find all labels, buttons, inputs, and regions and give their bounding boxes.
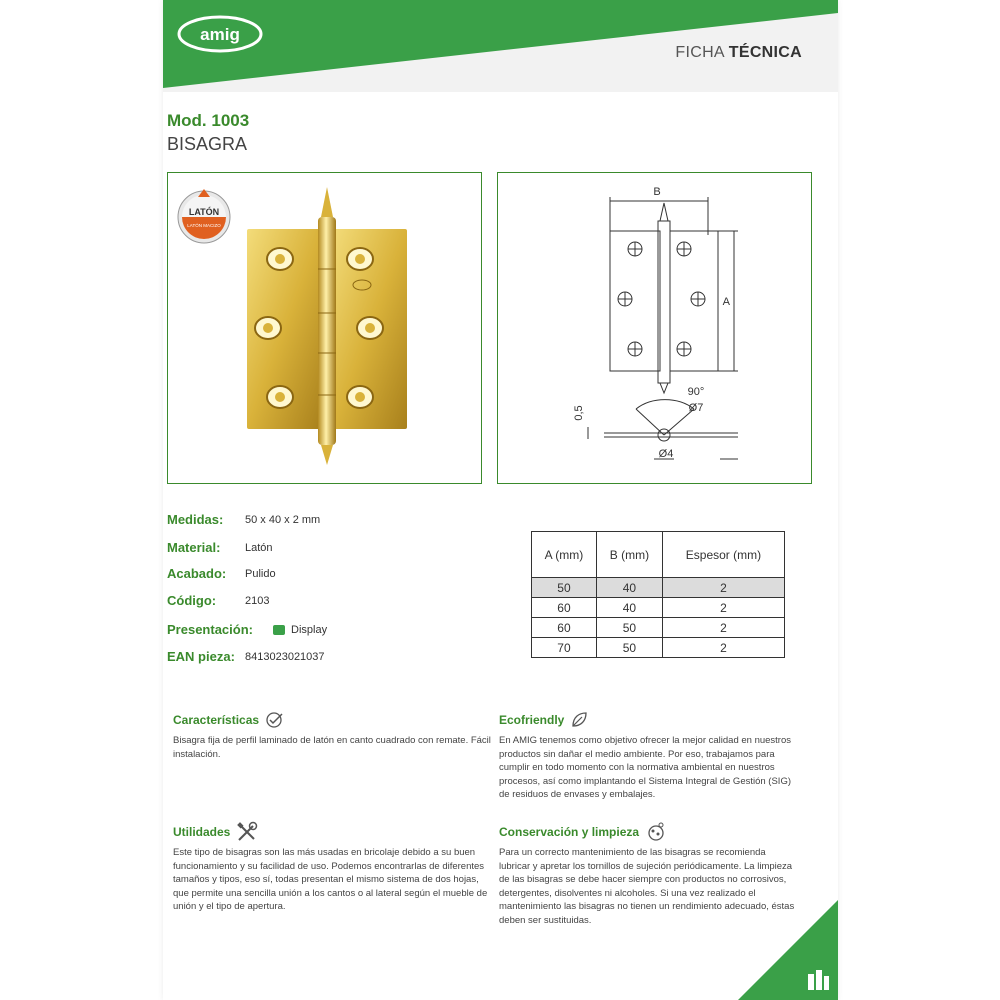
table-row: 50 40 2	[532, 578, 785, 598]
section-body: En AMIG tenemos como objetivo ofrecer la mejor calidad en nuestros productos sin dañar el medio ambiente. Por eso, trabajamos para cumplir en todo momento con la normativa ambiental en nuestros procesos, así como implantando el Sistema Integral de Gestión (SIG) de residuos de envases y embalajes.	[499, 735, 792, 800]
display-text: Display	[291, 624, 328, 636]
section-ecofriendly	[499, 710, 799, 802]
table-row: 60 40 2	[532, 598, 785, 618]
leaf-icon	[570, 711, 588, 729]
col-header-espesor: Espesor (mm)	[662, 532, 784, 578]
spec-label: Material:	[167, 540, 221, 555]
svg-text:LATÓN MACIZO: LATÓN MACIZO	[187, 223, 221, 228]
spec-label: EAN pieza:	[167, 649, 235, 664]
spec-row-ean	[167, 649, 467, 671]
amig-logo	[175, 12, 265, 56]
spec-row-medidas	[167, 512, 467, 534]
table-row: 70 50 2	[532, 638, 785, 658]
spec-value: 50 x 40 x 2 mm	[245, 514, 321, 526]
product-name: BISAGRA	[167, 134, 248, 154]
spec-label: Código:	[167, 593, 217, 608]
table-header-row	[532, 532, 785, 578]
spec-value	[273, 624, 327, 636]
spec-label: Presentación:	[167, 622, 253, 637]
spec-label: Acabado:	[167, 566, 227, 581]
section-body: Este tipo de bisagras son las más usadas en bricolaje debido a su buen funcionamiento y su facilidad de uso. Podemos encontrarlas de diferentes tamaños y tipos, eso sí, todas presentan el mismo sistema de dos hojas, que permite una sencilla unión a los cantos o al lateral según el mueble de unión y el tipo de apertura.	[173, 847, 488, 912]
svg-text:amig: amig	[200, 25, 240, 44]
spec-value: Latón	[245, 542, 273, 554]
check-badge-icon	[265, 711, 285, 729]
model-number: Mod. 1003	[167, 111, 250, 130]
corner-decoration	[738, 900, 838, 1000]
spec-value: 8413023021037	[245, 651, 325, 663]
col-header-a: A (mm)	[532, 532, 597, 578]
product-photo-panel	[167, 172, 482, 484]
spec-row-presentacion	[167, 622, 467, 644]
section-body: Para un correcto mantenimiento de las bisagras se recomienda lubricar y apretar los tornillos de sujeción periódicamente. La limpieza de las bisagras se debe hacer siempre con productos no corrosivos, detergentes, disolventes ni alcoholes. Si una vez realizado el mantenimiento las bisagras no tienen un rendimiento adecuado, éstas deben ser sustituidas.	[499, 847, 795, 926]
col-header-b: B (mm)	[596, 532, 662, 578]
spec-label: Medidas:	[167, 512, 224, 527]
cleaning-icon	[645, 821, 667, 843]
laton-badge	[178, 189, 230, 243]
spec-row-acabado	[167, 566, 467, 588]
label-a: A	[722, 296, 730, 308]
section-body: Bisagra fija de perfil laminado de latón en canto cuadrado con remate. Fácil instalación.	[173, 735, 491, 760]
label-angle: 90°	[687, 386, 705, 398]
tools-icon	[236, 821, 258, 843]
section-utilidades	[173, 822, 493, 914]
section-title: Características	[173, 710, 493, 730]
label-thickness: 0,5	[573, 405, 585, 421]
hinge-photo	[168, 173, 481, 483]
dimensions-table	[531, 531, 785, 658]
label-d7: Ø7	[688, 402, 704, 414]
spec-value: Pulido	[245, 568, 276, 580]
ficha-prefix: FICHA	[675, 44, 725, 61]
document-type-title	[675, 44, 802, 62]
technical-drawing-panel	[497, 172, 812, 484]
svg-text:LATÓN: LATÓN	[188, 207, 220, 217]
display-box-icon	[273, 625, 285, 635]
section-title: Ecofriendly	[499, 710, 799, 730]
spec-row-codigo	[167, 593, 467, 615]
spec-row-material	[167, 540, 467, 562]
spec-value: 2103	[245, 595, 270, 607]
table-row: 60 50 2	[532, 618, 785, 638]
hinge-drawing	[498, 173, 811, 483]
section-title: Conservación y limpieza	[499, 822, 799, 842]
section-title: Utilidades	[173, 822, 493, 842]
label-b: B	[653, 186, 661, 198]
ficha-bold: TÉCNICA	[728, 44, 802, 61]
label-d4: Ø4	[658, 448, 674, 460]
section-caracteristicas	[173, 710, 493, 761]
technical-sheet	[163, 0, 838, 1000]
